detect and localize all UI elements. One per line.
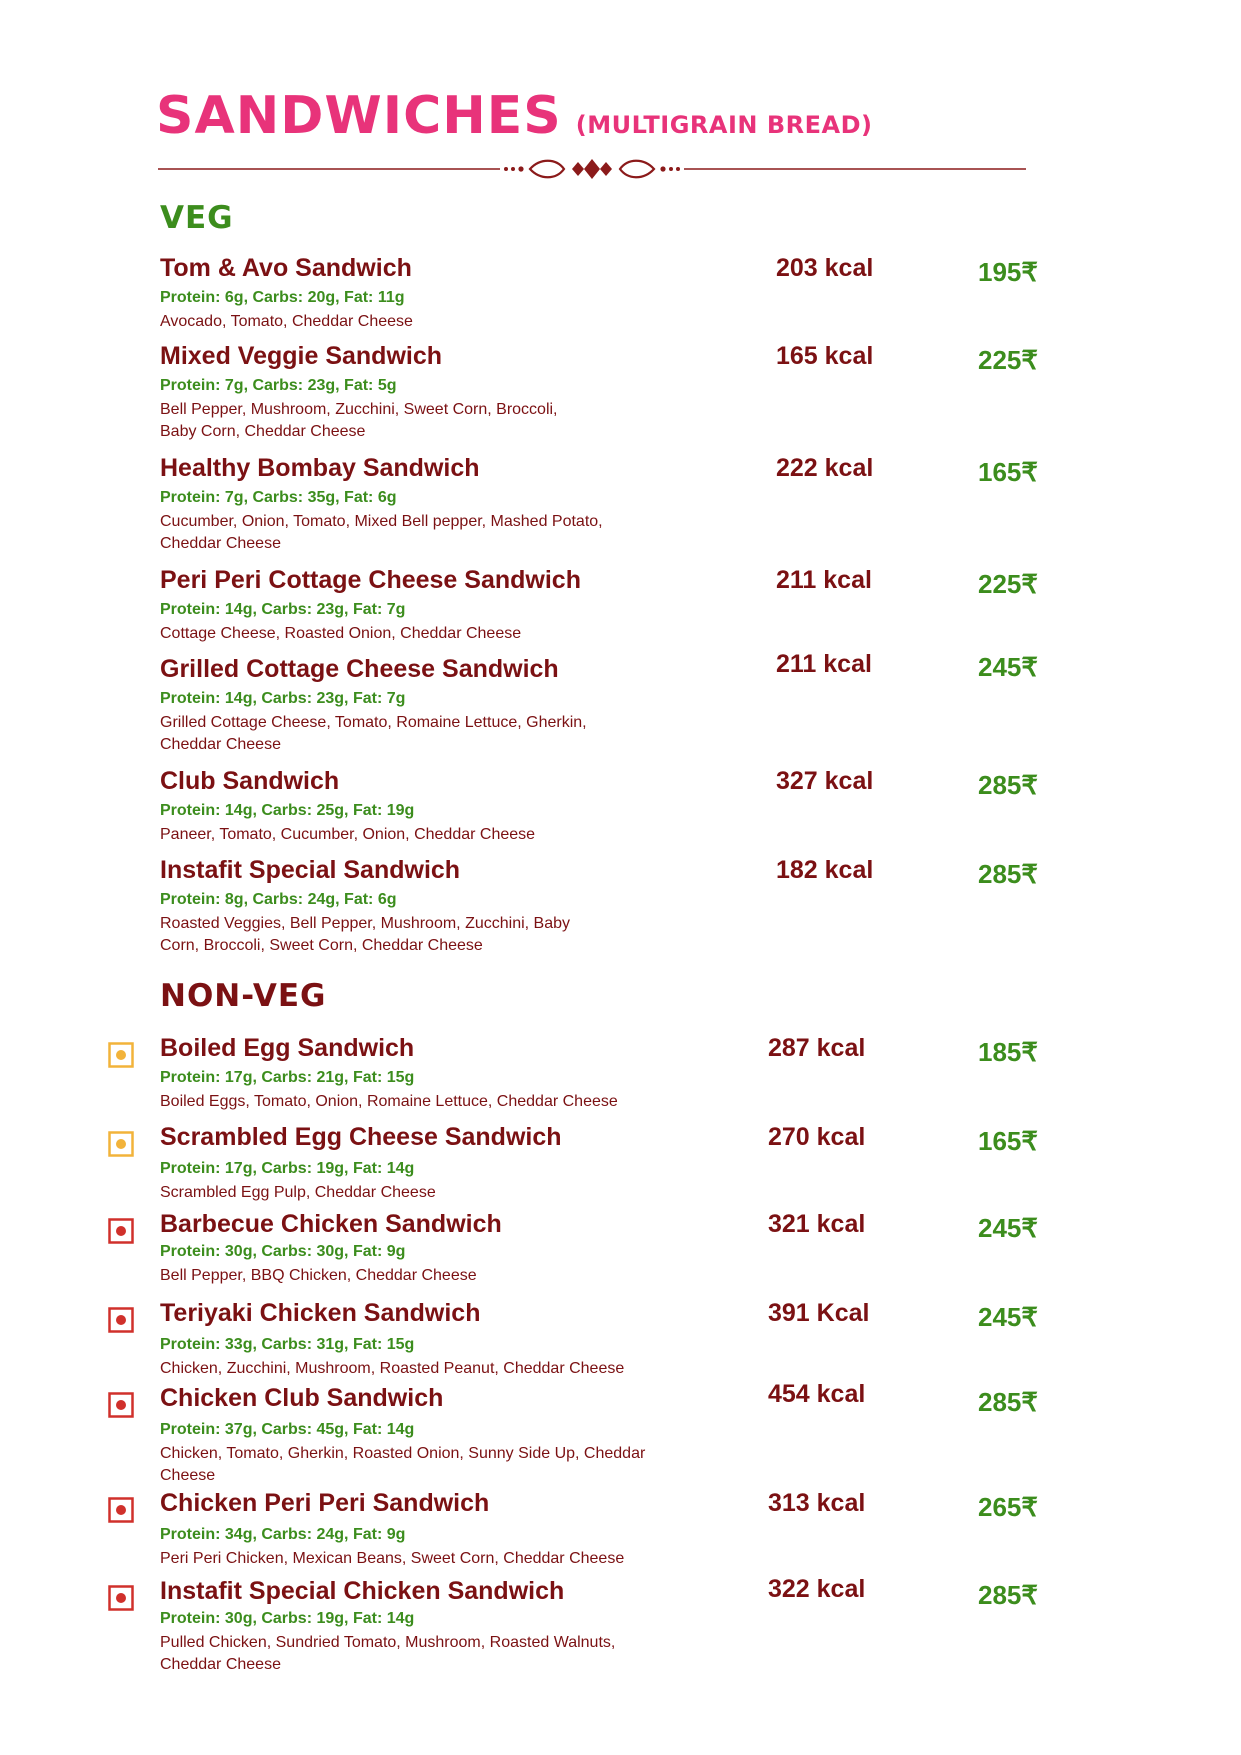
item-ingredients: Cucumber, Onion, Tomato, Mixed Bell pepper, Mashed Potato, Cheddar Cheese — [160, 513, 603, 552]
item-ingredients: Bell Pepper, BBQ Chicken, Cheddar Cheese — [160, 1267, 477, 1284]
item-calories: 211 kcal — [776, 566, 872, 594]
item-ingredients: Cottage Cheese, Roasted Onion, Cheddar Cheese — [160, 625, 522, 642]
item-macros: Protein: 14g, Carbs: 23g, Fat: 7g — [160, 690, 406, 707]
item-price: 285₹ — [978, 1387, 1038, 1417]
item-calories: 182 kcal — [776, 856, 874, 884]
item-ingredients: Peri Peri Chicken, Mexican Beans, Sweet Corn, Cheddar Cheese — [160, 1550, 625, 1567]
item-calories: 211 kcal — [776, 650, 872, 678]
item-name: Teriyaki Chicken Sandwich — [160, 1299, 481, 1327]
item-calories: 222 kcal — [776, 454, 874, 482]
item-ingredients: Paneer, Tomato, Cucumber, Onion, Cheddar Cheese — [160, 826, 536, 843]
item-name: Chicken Peri Peri Sandwich — [160, 1489, 490, 1517]
item-name: Barbecue Chicken Sandwich — [160, 1210, 502, 1238]
item-macros: Protein: 14g, Carbs: 25g, Fat: 19g — [160, 802, 415, 819]
item-macros: Protein: 33g, Carbs: 31g, Fat: 15g — [160, 1336, 415, 1353]
egg-mark-icon — [108, 1042, 134, 1068]
item-ingredients: Bell Pepper, Mushroom, Zucchini, Sweet Corn, Broccoli, Baby Corn, Cheddar Cheese — [160, 401, 558, 440]
item-ingredients: Scrambled Egg Pulp, Cheddar Cheese — [160, 1184, 436, 1201]
item-price: 225₹ — [978, 569, 1038, 599]
item-ingredients: Pulled Chicken, Sundried Tomato, Mushroom, Roasted Walnuts, Cheddar Cheese — [160, 1634, 616, 1673]
non-veg-mark-icon — [108, 1218, 134, 1244]
item-name: Tom & Avo Sandwich — [160, 254, 412, 282]
item-name: Club Sandwich — [160, 767, 340, 795]
item-price: 265₹ — [978, 1492, 1038, 1522]
non-veg-section-heading: NON-VEG — [160, 978, 327, 1014]
item-calories: 327 kcal — [776, 767, 874, 795]
item-calories: 287 kcal — [768, 1034, 866, 1062]
item-macros: Protein: 8g, Carbs: 24g, Fat: 6g — [160, 891, 397, 908]
item-ingredients: Grilled Cottage Cheese, Tomato, Romaine Lettuce, Gherkin, Cheddar Cheese — [160, 714, 587, 753]
item-price: 245₹ — [978, 1302, 1038, 1332]
page-title: SANDWICHES — [156, 86, 562, 146]
item-macros: Protein: 34g, Carbs: 24g, Fat: 9g — [160, 1526, 406, 1543]
item-ingredients: Roasted Veggies, Bell Pepper, Mushroom, Zucchini, Baby Corn, Broccoli, Sweet Corn, Cheddar Cheese — [160, 915, 570, 954]
item-macros: Protein: 30g, Carbs: 19g, Fat: 14g — [160, 1610, 415, 1627]
item-price: 285₹ — [978, 859, 1038, 889]
item-price: 225₹ — [978, 345, 1038, 375]
item-ingredients: Boiled Eggs, Tomato, Onion, Romaine Lettuce, Cheddar Cheese — [160, 1093, 618, 1110]
item-ingredients: Chicken, Zucchini, Mushroom, Roasted Peanut, Cheddar Cheese — [160, 1360, 625, 1377]
item-name: Healthy Bombay Sandwich — [160, 454, 480, 482]
non-veg-mark-icon — [108, 1497, 134, 1523]
item-calories: 270 kcal — [768, 1123, 866, 1151]
veg-section-heading: VEG — [160, 200, 234, 236]
item-price: 185₹ — [978, 1037, 1038, 1067]
item-name: Chicken Club Sandwich — [160, 1384, 444, 1412]
item-name: Scrambled Egg Cheese Sandwich — [160, 1123, 562, 1151]
item-macros: Protein: 6g, Carbs: 20g, Fat: 11g — [160, 289, 405, 306]
item-macros: Protein: 37g, Carbs: 45g, Fat: 14g — [160, 1421, 415, 1438]
item-calories: 165 kcal — [776, 342, 874, 370]
item-ingredients: Chicken, Tomato, Gherkin, Roasted Onion, Sunny Side Up, Cheddar Cheese — [160, 1445, 646, 1484]
item-calories: 454 kcal — [768, 1380, 866, 1408]
non-veg-mark-icon — [108, 1307, 134, 1333]
item-name: Instafit Special Sandwich — [160, 856, 461, 884]
item-price: 285₹ — [978, 770, 1038, 800]
item-price: 165₹ — [978, 457, 1038, 487]
item-macros: Protein: 30g, Carbs: 30g, Fat: 9g — [160, 1243, 406, 1260]
non-veg-mark-icon — [108, 1392, 134, 1418]
non-veg-mark-icon — [108, 1585, 134, 1611]
item-price: 165₹ — [978, 1126, 1038, 1156]
egg-mark-icon — [108, 1131, 134, 1157]
item-calories: 321 kcal — [768, 1210, 866, 1238]
item-macros: Protein: 7g, Carbs: 23g, Fat: 5g — [160, 377, 397, 394]
item-price: 245₹ — [978, 1213, 1038, 1243]
item-name: Boiled Egg Sandwich — [160, 1034, 415, 1062]
item-name: Grilled Cottage Cheese Sandwich — [160, 655, 559, 683]
item-macros: Protein: 7g, Carbs: 35g, Fat: 6g — [160, 489, 397, 506]
item-ingredients: Avocado, Tomato, Cheddar Cheese — [160, 313, 413, 330]
item-calories: 322 kcal — [768, 1575, 866, 1603]
item-name: Mixed Veggie Sandwich — [160, 342, 443, 370]
item-calories: 313 kcal — [768, 1489, 866, 1517]
page-subtitle: (MULTIGRAIN BREAD) — [575, 111, 873, 139]
ornamental-divider — [158, 154, 1026, 184]
item-macros: Protein: 17g, Carbs: 19g, Fat: 14g — [160, 1160, 415, 1177]
item-name: Instafit Special Chicken Sandwich — [160, 1577, 565, 1605]
item-name: Peri Peri Cottage Cheese Sandwich — [160, 566, 581, 594]
item-price: 245₹ — [978, 652, 1038, 682]
item-calories: 203 kcal — [776, 254, 874, 282]
item-price: 285₹ — [978, 1580, 1038, 1610]
item-macros: Protein: 14g, Carbs: 23g, Fat: 7g — [160, 601, 406, 618]
item-price: 195₹ — [978, 257, 1038, 287]
item-macros: Protein: 17g, Carbs: 21g, Fat: 15g — [160, 1069, 415, 1086]
menu-title-block — [156, 86, 872, 146]
item-calories: 391 Kcal — [768, 1299, 870, 1327]
